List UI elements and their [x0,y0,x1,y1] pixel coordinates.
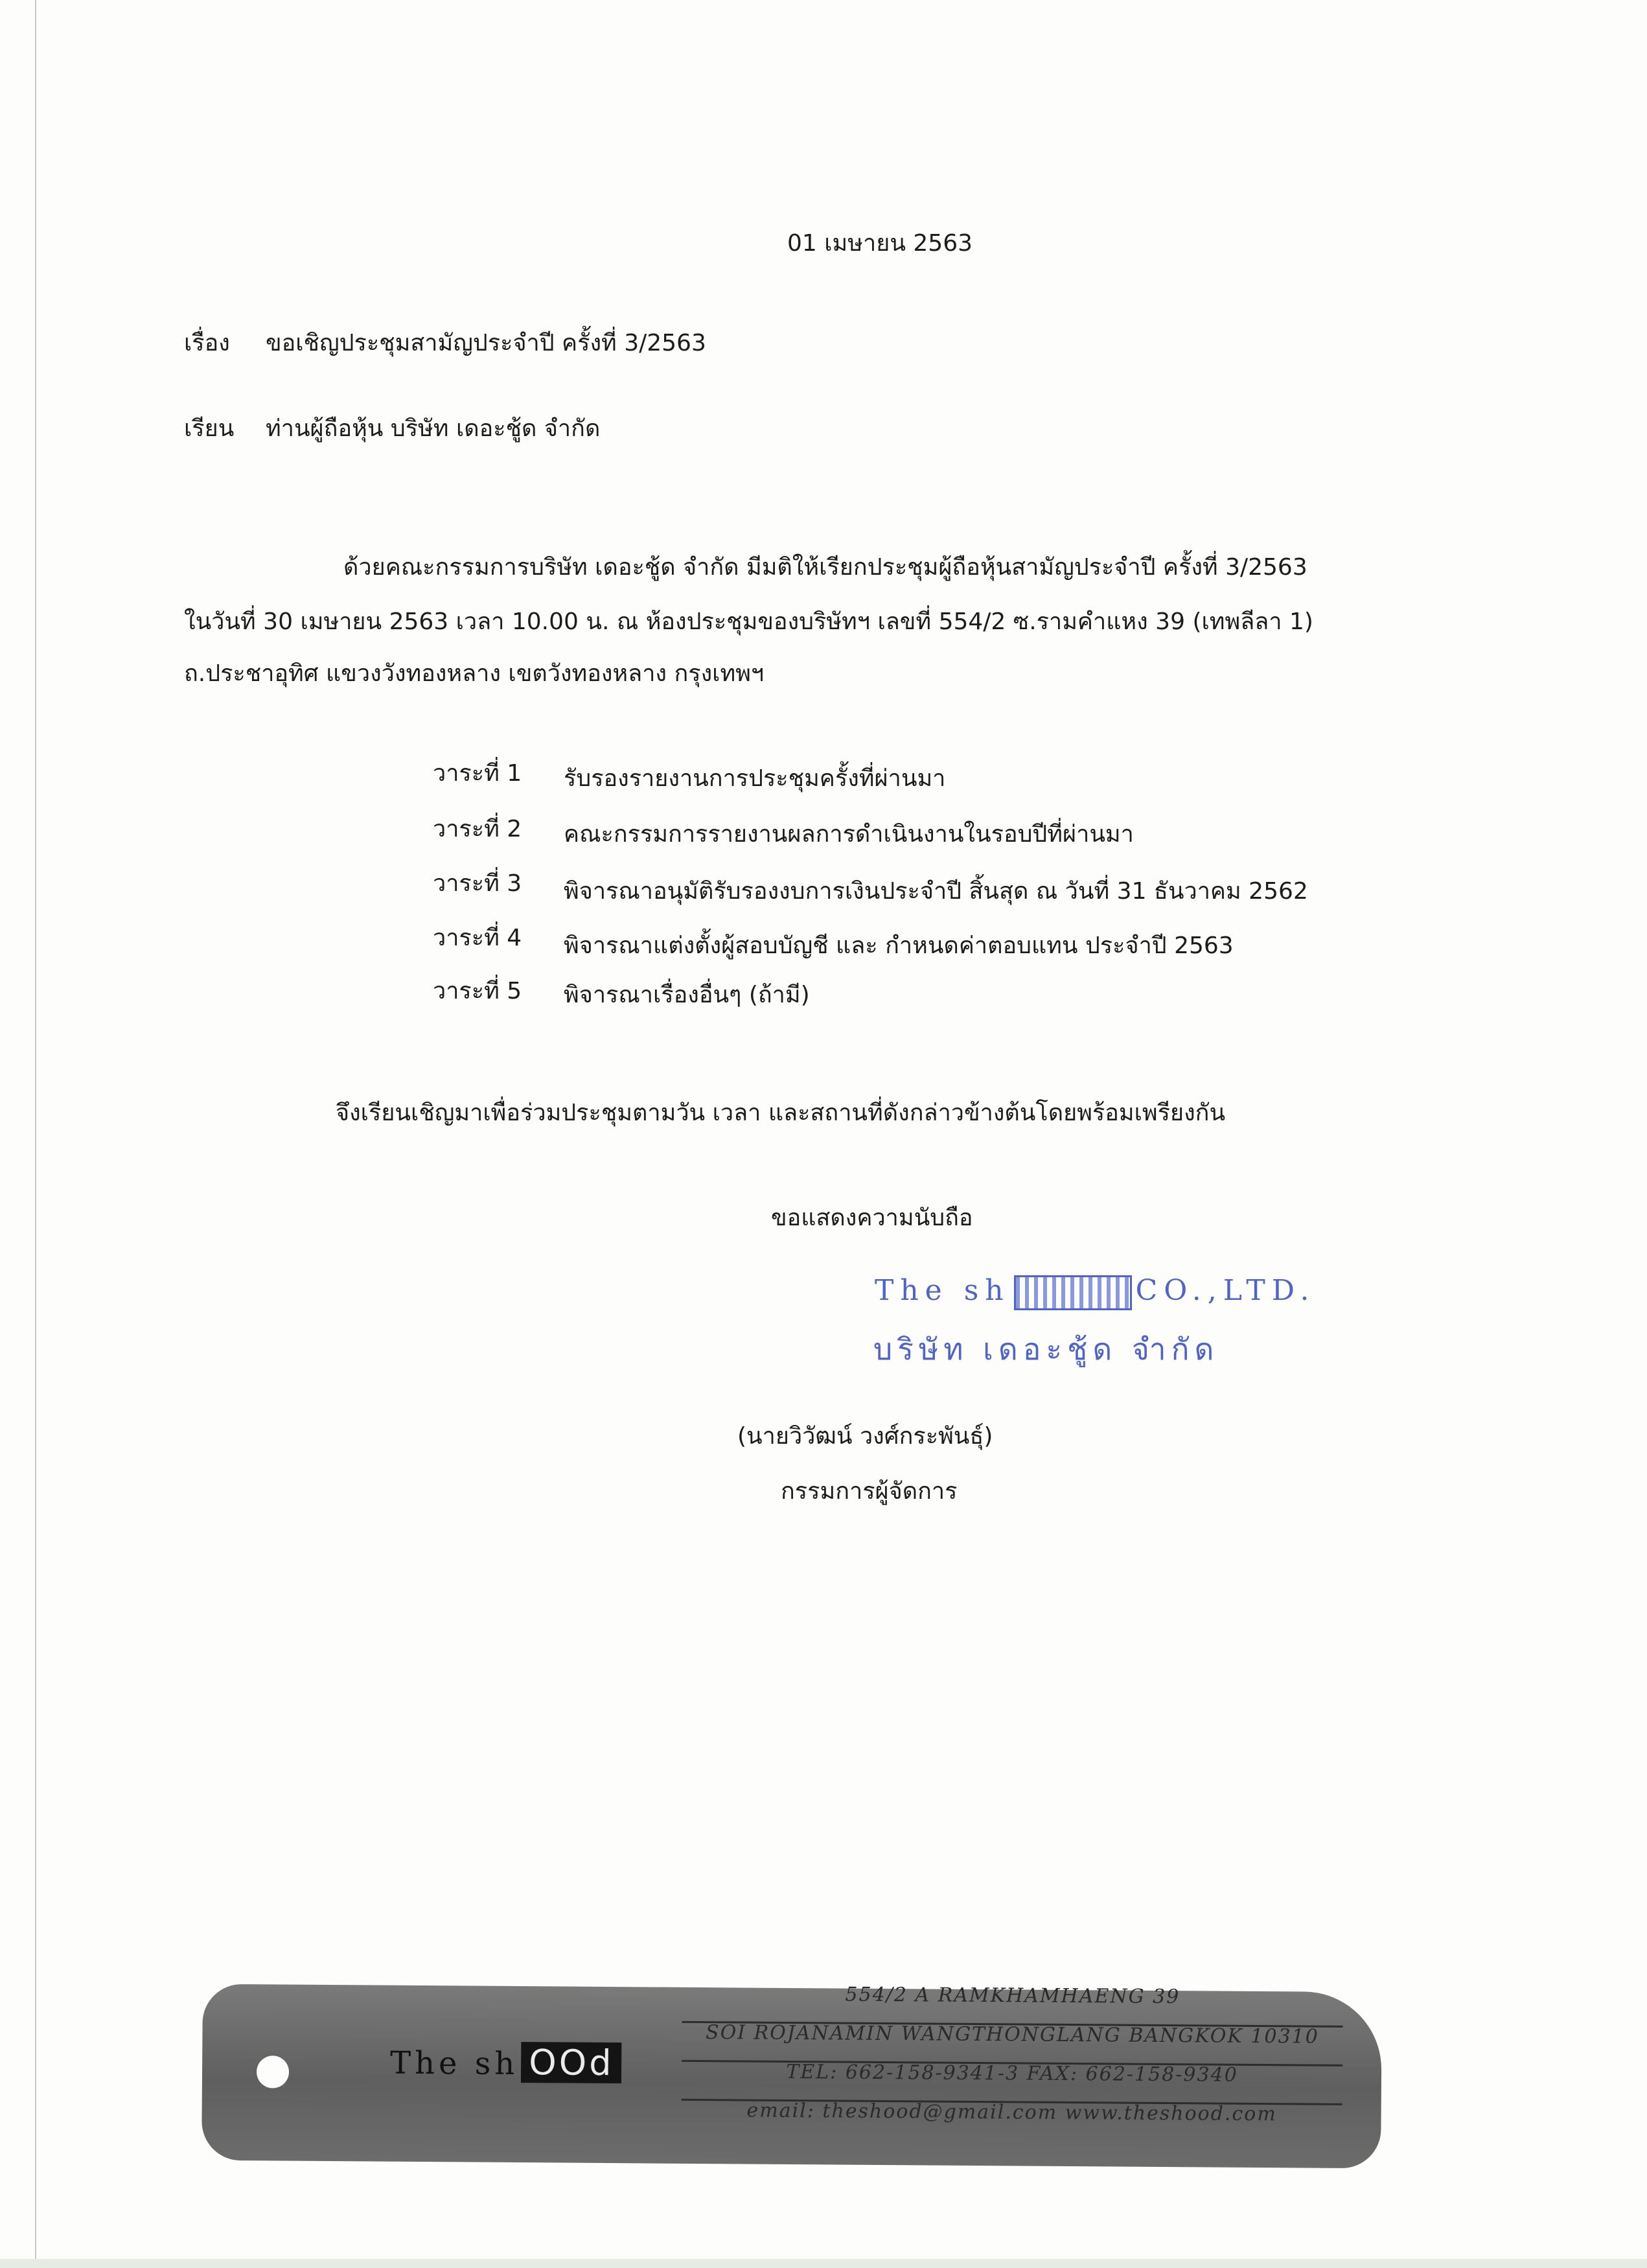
agenda-label: วาระที่ 1 [433,760,522,787]
body-line-2: ในวันที่ 30 เมษายน 2563 เวลา 10.00 น. ณ ห้องประชุมของบริษัทฯ เลขที่ 554/2 ซ.รามคำแหง 39 (เทพลีลา 1) [184,608,1313,635]
agenda-label: วาระที่ 3 [433,870,522,897]
subject-label: เรื่อง [184,330,230,356]
punch-hole-icon [257,2055,289,2088]
body-line-1: ด้วยคณะกรรมการบริษัท เดอะชู้ด จำกัด มีมติให้เรียกประชุมผู้ถือหุ้นสามัญประจำปี ครั้งที่ 3/2563 [343,554,1307,581]
closing-text: จึงเรียนเชิญมาเพื่อร่วมประชุมตามวัน เวลา และสถานที่ดังกล่าวข้างต้นโดยพร้อมเพรียงกัน [336,1100,1226,1126]
company-stamp [868,1271,1316,1369]
agenda-label: วาระที่ 4 [433,925,522,951]
signer-name: (นายวิวัฒน์ วงศ์กระพันธุ์) [737,1423,993,1450]
letter-date: 01 เมษายน 2563 [787,230,973,257]
agenda-item-text: พิจารณาเรื่องอื่นๆ (ถ้ามี) [564,982,810,1008]
address-line-4 [681,2099,1342,2142]
agenda-item-text: รับรองรายงานการประชุมครั้งที่ผ่านมา [564,765,946,792]
agenda-label: วาระที่ 5 [433,978,522,1004]
letterhead-footer [202,1984,1382,2169]
signer-position: กรรมการผู้จัดการ [781,1478,958,1505]
page-fold-line [35,0,36,2268]
stamp-thai-line: บริษัท เดอะชู้ด จำกัด [873,1332,1219,1367]
recipient-label: เรียน [184,415,235,442]
logo-text: The sh [389,2044,519,2083]
address-text: email: theshood@gmail.com www.theshood.com [746,2099,1277,2126]
agenda-item-text: คณะกรรมการรายงานผลการดำเนินงานในรอบปีที่ผ่านมา [564,821,1134,848]
logo-mark: OOd [521,2042,622,2083]
scan-edge [0,2259,1647,2268]
stamp-text-a: The sh [875,1274,1010,1307]
address-text: SOI ROJANAMIN WANGTHONGLANG BANGKOK 10310 [705,2021,1319,2048]
regards-text: ขอแสดงความนับถือ [771,1205,973,1231]
stamp-english-line [875,1274,1315,1310]
stamp-text-b: CO.,LTD. [1135,1274,1316,1307]
address-line-2 [682,2021,1342,2066]
footer-logo [390,2041,622,2083]
subject-text: ขอเชิญประชุมสามัญประจำปี ครั้งที่ 3/2563 [266,330,706,356]
stamp-logo-icon [1014,1275,1132,1310]
address-line-3 [682,2060,1342,2105]
agenda-item-text: พิจารณาอนุมัติรับรองงบการเงินประจำปี สิ้นสุด ณ วันที่ 31 ธันวาคม 2562 [564,878,1308,905]
address-text: 554/2 A RAMKHAMHAENG 39 [845,1983,1181,2009]
recipient-text: ท่านผู้ถือหุ้น บริษัท เดอะชู้ด จำกัด [266,415,601,442]
agenda-label: วาระที่ 2 [433,816,522,842]
address-text: TEL: 662-158-9341-3 FAX: 662-158-9340 [786,2060,1238,2087]
agenda-item-text: พิจารณาแต่งตั้งผู้สอบบัญชี และ กำหนดค่าตอบแทน ประจำปี 2563 [564,932,1234,959]
address-line-1 [682,1982,1343,2028]
body-line-3: ถ.ประชาอุทิศ แขวงวังทองหลาง เขตวังทองหลาง กรุงเทพฯ [184,660,765,687]
